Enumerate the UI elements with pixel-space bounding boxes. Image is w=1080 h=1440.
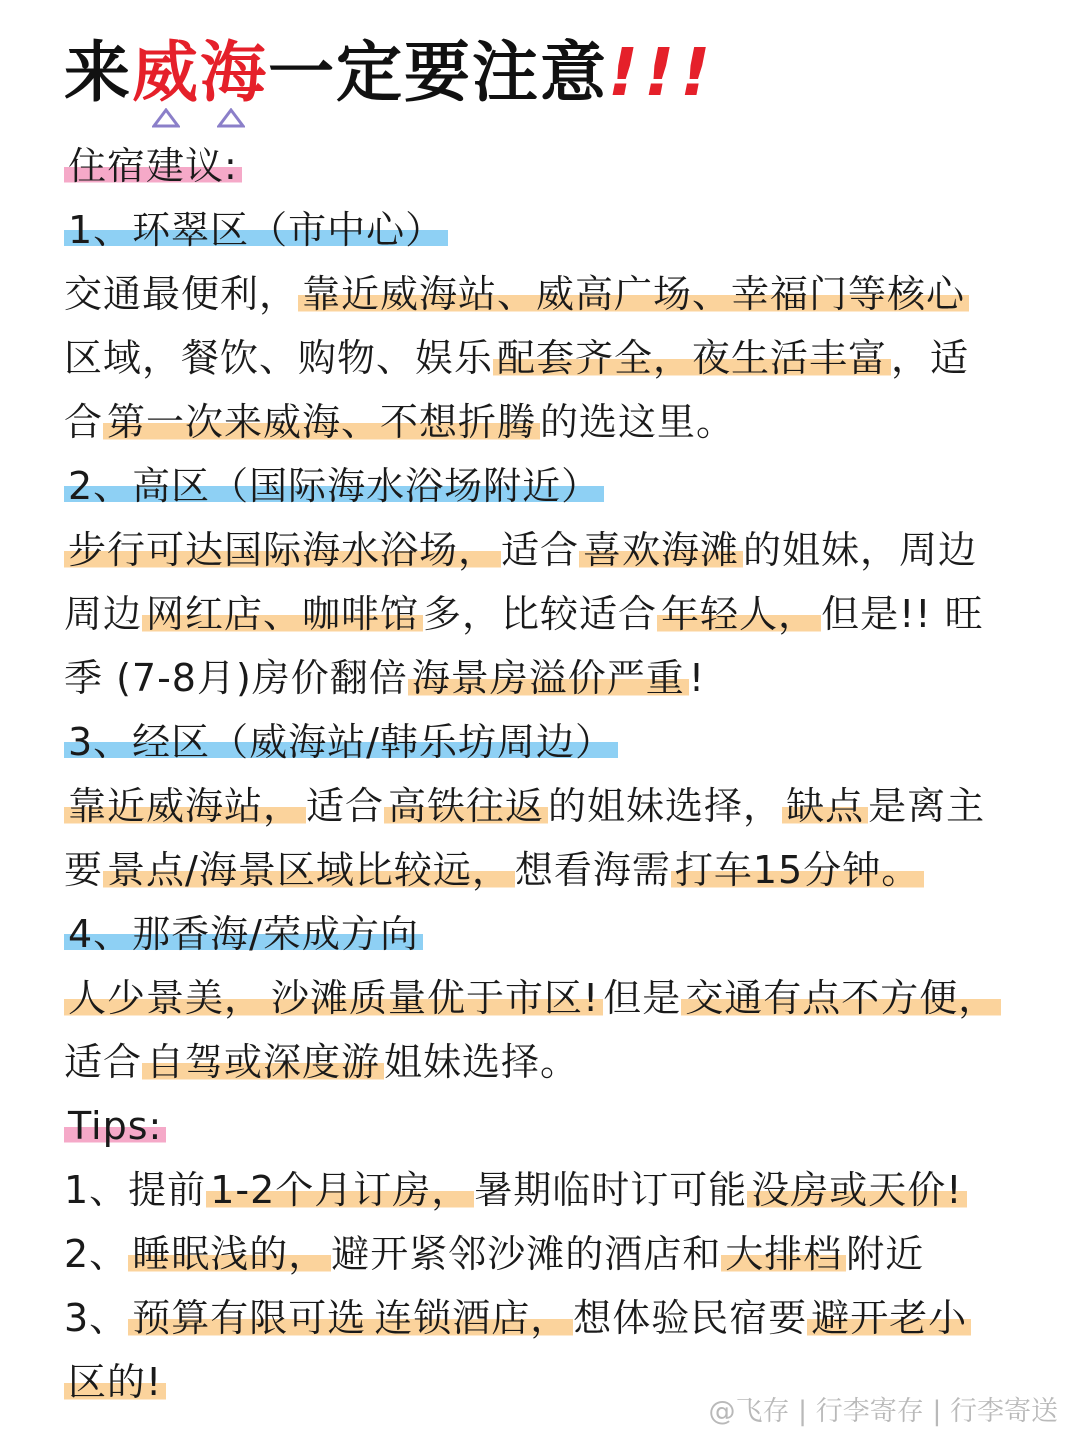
text-span: 适合 <box>306 784 385 828</box>
highlighted-text: 睡眠浅的， <box>128 1232 331 1276</box>
text-span: 合 <box>64 400 104 444</box>
text-span: 暑期临时订可能 <box>474 1168 748 1212</box>
text-span: 适合 <box>501 528 580 572</box>
highlighted-text: 喜欢海滩 <box>579 528 743 572</box>
text-span: ，适 <box>891 336 970 380</box>
text-span: 姐妹选择。 <box>384 1040 580 1084</box>
paragraph-line <box>64 1030 1040 1094</box>
tip-item <box>64 1286 1040 1350</box>
page-title <box>64 28 716 118</box>
highlighted-text: 缺点 <box>782 784 868 828</box>
highlighted-text: 区的! <box>64 1360 166 1404</box>
heading-text: 2、高区（国际海水浴场附近） <box>64 464 604 508</box>
highlighted-text: 海景房溢价严重 <box>408 656 689 700</box>
paragraph-line <box>64 262 1040 326</box>
text-span: 的选这里。 <box>540 400 736 444</box>
text-span: 和 <box>682 1232 722 1276</box>
heading-text: 3、经区（威海站/韩乐坊周边） <box>64 720 618 764</box>
highlighted-text: 大排档 <box>721 1232 846 1276</box>
highlighted-text: 连锁酒店， <box>370 1296 573 1340</box>
text-span: 附近 <box>846 1232 925 1276</box>
area-heading-2 <box>64 454 1040 518</box>
highlighted-text: 打车15分钟。 <box>671 848 924 892</box>
heading-text: 1、环翠区（市中心） <box>64 208 448 252</box>
tip-item <box>64 1158 1040 1222</box>
text-span: 想看海需 <box>514 848 671 892</box>
highlighted-text: 步行可达国际海水浴场， <box>64 528 501 572</box>
title-part-3: 一定要注意 <box>268 34 608 111</box>
highlighted-text: 高铁往返 <box>384 784 548 828</box>
text-span: 交通最便利， <box>64 272 299 316</box>
title-part-2: 威海 <box>132 34 268 111</box>
text-span: 3、 <box>64 1296 129 1340</box>
section-heading-accommodation <box>64 134 1040 198</box>
text-span: 的姐妹选择， <box>548 784 783 828</box>
text-span: 避开紧邻沙滩的酒店 <box>331 1232 683 1276</box>
paragraph-line <box>64 774 1040 838</box>
text-span: 是离主 <box>868 784 986 828</box>
text-span: 周边 <box>64 592 143 636</box>
paragraph-line <box>64 390 1040 454</box>
highlighted-text: 年轻人， <box>657 592 821 636</box>
highlighted-text: 网红店、咖啡馆 <box>142 592 423 636</box>
area-heading-3 <box>64 710 1040 774</box>
paragraph-line <box>64 966 1040 1030</box>
text-span: 想体验民宿要 <box>573 1296 808 1340</box>
heading-text: 4、那香海/荣成方向 <box>64 912 423 956</box>
highlighted-text: 自驾或深度游 <box>142 1040 384 1084</box>
highlighted-text: 景点/海景区域比较远， <box>103 848 515 892</box>
text-span: 适合 <box>64 1040 143 1084</box>
text-span: 但是 <box>603 976 682 1020</box>
area-heading-4 <box>64 902 1040 966</box>
paragraph-line <box>64 518 1040 582</box>
text-span: ! <box>688 656 706 700</box>
paragraph-line <box>64 646 1040 710</box>
text-span: 多，比较适合 <box>423 592 658 636</box>
highlighted-text: 避开老小 <box>807 1296 971 1340</box>
heading-text: 住宿建议: <box>64 144 242 188</box>
highlighted-text: 没房或天价! <box>747 1168 966 1212</box>
highlighted-text: 交通有点不方便， <box>681 976 1001 1020</box>
highlighted-text: 沙滩质量优于市区! <box>267 976 603 1020</box>
watermark: @飞存 | 行李寄存 | 行李寄送 <box>708 1396 1058 1427</box>
title-part-1: 来 <box>64 34 132 111</box>
highlighted-text: 配套齐全，夜生活丰富 <box>493 336 891 380</box>
text-span: 季 (7-8月)房价翻倍 <box>64 656 408 700</box>
tip-item <box>64 1222 1040 1286</box>
text-span: 区域，餐饮、购物、娱乐 <box>64 336 494 380</box>
text-span: 1、提前 <box>64 1168 207 1212</box>
highlighted-text: 人少景美， <box>64 976 267 1020</box>
title-exclamations: !!! <box>608 34 717 111</box>
tips-heading <box>64 1094 1040 1158</box>
highlighted-text: 第一次来威海、不想折腾 <box>103 400 540 444</box>
highlighted-text: 预算有限可选 <box>128 1296 370 1340</box>
paragraph-line <box>64 838 1040 902</box>
text-span: 2、 <box>64 1232 129 1276</box>
note-content <box>64 134 1040 1414</box>
paragraph-line <box>64 582 1040 646</box>
highlighted-text: 1-2个月订房， <box>206 1168 474 1212</box>
highlighted-text: 靠近威海站、威高广场、幸福门等核心 <box>298 272 969 316</box>
heading-text: Tips: <box>64 1104 166 1148</box>
text-span: 要 <box>64 848 104 892</box>
text-span: 但是!! 旺 <box>821 592 984 636</box>
highlighted-text: 靠近威海站， <box>64 784 306 828</box>
text-span: 的姐妹，周边 <box>743 528 978 572</box>
paragraph-line <box>64 326 1040 390</box>
area-heading-1 <box>64 198 1040 262</box>
